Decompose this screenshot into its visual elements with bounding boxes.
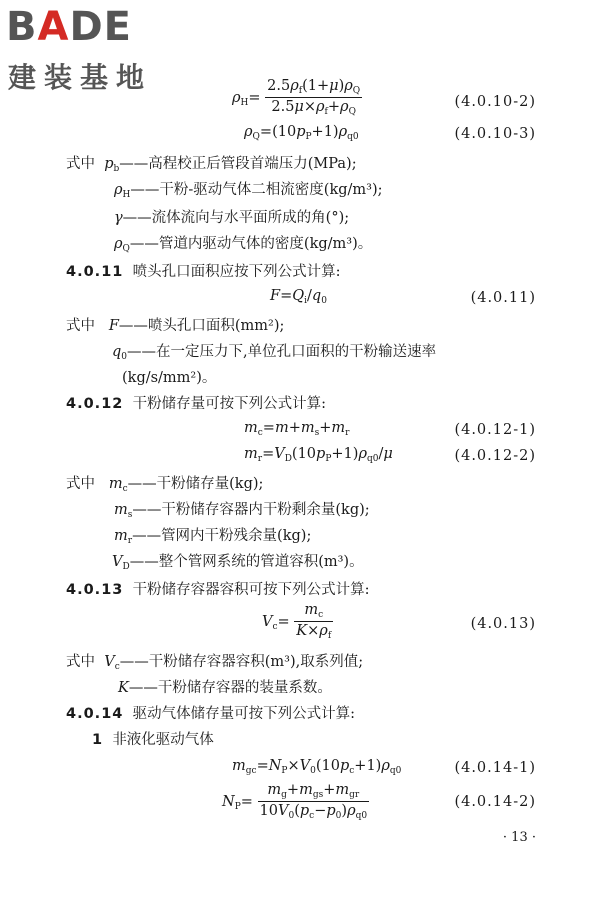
definition-continuation: (kg/s/mm²)。 — [122, 370, 217, 386]
equation-number: (4.0.12-2) — [454, 448, 536, 464]
equation-4-0-12-2: $m_r=V_D(10p_P+1)\rho_{q0}/\mu$ — [244, 446, 393, 464]
equation-number: (4.0.14-1) — [454, 760, 536, 776]
definition-line: $\rho_Q——$管道内驱动气体的密度(kg/m³)。 — [114, 236, 373, 254]
definition-line: 式中 $m_c——$干粉储存量(kg); — [66, 476, 264, 494]
clause-4-0-14: 4.0.14 驱动气体储存量可按下列公式计算: — [66, 706, 355, 722]
definition-line: 式中 F——喷头孔口面积(mm²); — [66, 318, 285, 334]
equation-number: (4.0.11) — [470, 290, 536, 306]
page-number: · 13 · — [502, 830, 536, 845]
equation-4-0-10-3: $\rho_Q=(10p_P+1)\rho_{q0}$ — [244, 124, 359, 142]
equation-number: (4.0.12-1) — [454, 422, 536, 438]
equation-4-0-11: $F=Q_i/q_0$ — [270, 288, 327, 306]
definition-line: γ——流体流向与水平面所成的角(°); — [114, 210, 350, 226]
logo-wordmark: BADE — [6, 4, 132, 50]
definition-line: $m_r——$管网内干粉残余量(kg); — [114, 528, 312, 546]
definition-line: 式中 $V_c——$干粉储存容器容积(m³),取系列值; — [66, 654, 364, 672]
equation-4-0-14-1: $m_{gc}=N_P\times V_0(10p_c+1)\rho_{q0}$ — [232, 758, 402, 776]
equation-number: (4.0.10-3) — [454, 126, 536, 142]
definition-line: K——干粉储存容器的装量系数。 — [118, 680, 332, 696]
equation-4-0-12-1: $m_c=m+m_s+m_r$ — [244, 420, 350, 438]
equation-number: (4.0.13) — [470, 616, 536, 632]
equation-number: (4.0.14-2) — [454, 794, 536, 810]
definition-line: 式中 $p_b——$高程校正后管段首端压力(MPa); — [66, 156, 357, 174]
definition-line: $q_0——$在一定压力下,单位孔口面积的干粉输送速率 — [112, 344, 437, 362]
brand-logo — [6, 4, 176, 96]
equation-4-0-14-2: $N_P=$ $\frac{m_g+m_{gs}+m_{gr}}{10V_0(p_c-p_0)\rho_{q0}}$ — [222, 782, 368, 821]
definition-line: $m_s——$干粉储存容器内干粉剩余量(kg); — [114, 502, 370, 520]
clause-4-0-11: 4.0.11 喷头孔口面积应按下列公式计算: — [66, 264, 341, 280]
list-item: 1 非液化驱动气体 — [92, 732, 214, 748]
equation-4-0-10-2: $\rho_H=$ $\frac{2.5\rho_f(1+\mu)\rho_Q}{2.5\mu\times\rho_f+\rho_Q}$ — [232, 78, 361, 117]
definition-line: $V_D——$整个管网系统的管道容积(m³)。 — [112, 554, 364, 572]
clause-4-0-12: 4.0.12 干粉储存量可按下列公式计算: — [66, 396, 326, 412]
equation-number: (4.0.10-2) — [454, 94, 536, 110]
clause-4-0-13: 4.0.13 干粉储存容器容积可按下列公式计算: — [66, 582, 370, 598]
logo-subtitle: 建装基地 — [8, 61, 153, 94]
definition-line: $\rho_H——$干粉-驱动气体二相流密度(kg/m³); — [114, 182, 383, 200]
equation-4-0-13: $V_c=$ $\frac{m_c}{K\times\rho_f}$ — [262, 602, 332, 641]
